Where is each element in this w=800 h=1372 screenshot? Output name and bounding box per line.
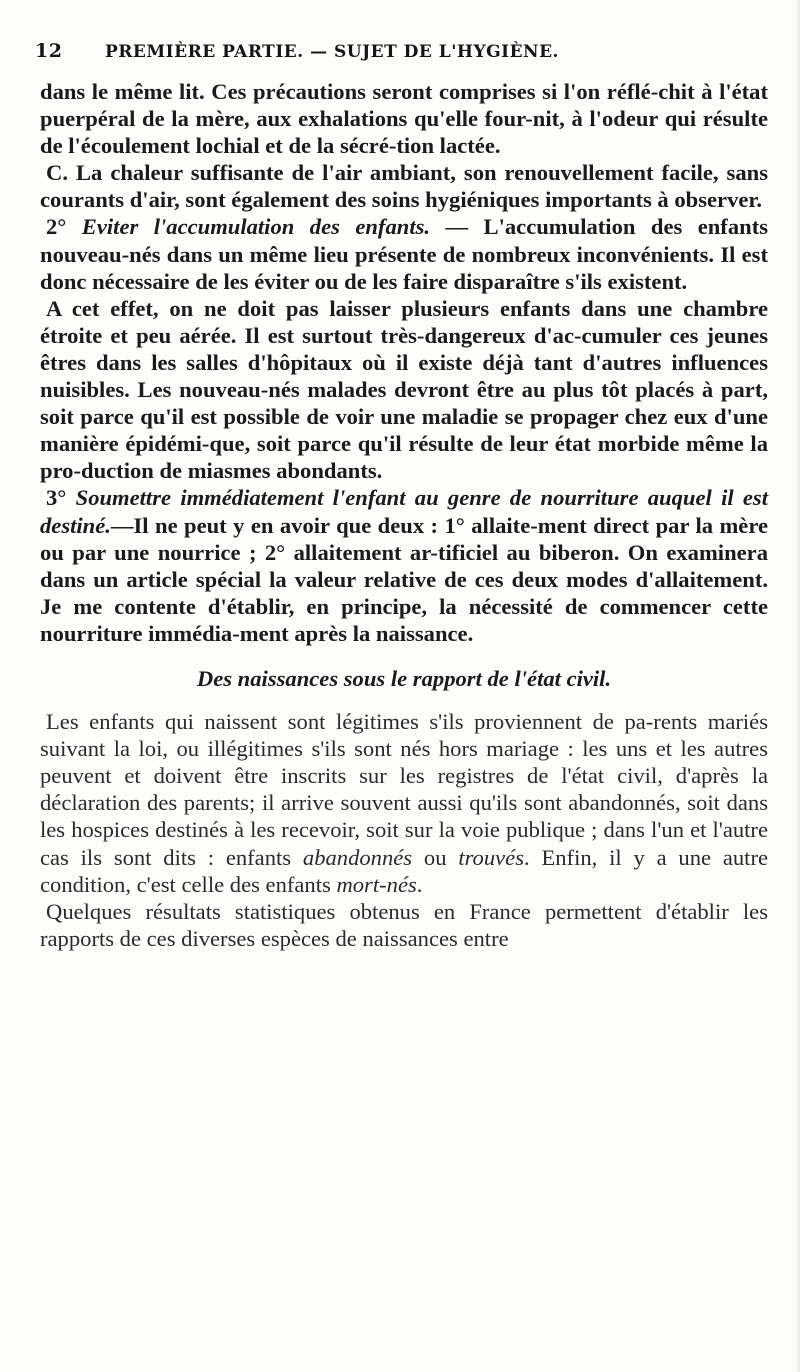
paragraph-3 [40,213,768,294]
term-mort-nes: mort-nés [336,871,417,897]
section-heading: Des naissances sous le rapport de l'état civil. [196,665,612,691]
term-abandonnes: abandonnés [302,844,413,870]
page-number: 12 [35,40,63,62]
paragraph-6-text-c: . Enfin, il y a une autre condition, c'est celle des enfants [40,844,769,897]
paragraph-2: C. La chaleur suffisante de l'air ambiant, son renouvellement facile, sans courants d'air, sont également des soins hygiéniques importants à observer. [40,160,768,213]
paragraph-5 [40,484,768,647]
item-title-3: Soumettre immédiatement l'enfant au genre de nourriture auquel il est destiné. [40,485,768,538]
paragraph-6 [40,708,768,898]
item-title-2: Eviter l'accumulation des enfants. [81,214,431,240]
paragraph-6-text-a: Les enfants qui naissent sont légitimes s'ils proviennent de pa-rents mariés suivant la loi, ou illégitimes s'ils sont nés hors mariage : les uns et les autres peuvent et doivent être inscrits sur les registres de l'état civil, d'après la déclaration des parents; il arrive souvent aussi qu'ils sont abandonnés, soit dans les hospices destinés à les recevoir, soit sur la voie publique ; dans l'un et l'autre cas ils sont dits : enfants [40,709,768,870]
body-text [40,78,768,952]
paragraph-7: Quelques résultats statistiques obtenus en France permettent d'établir les rapports de ces diverses espèces de naissances entre [40,898,768,951]
running-head: PREMIÈRE PARTIE. — SUJET DE L'HYGIÈNE. [105,42,559,62]
item-text-2: — L'accumulation des enfants nouveau-nés dans un même lieu présente de nombreux inconvénients. Il est donc nécessaire de les éviter ou de les faire disparaître s'ils existent. [40,214,769,294]
item-number-3: 3° [46,485,76,511]
page-edge-shadow [795,0,800,1372]
paragraph-4: A cet effet, on ne doit pas laisser plusieurs enfants dans une chambre étroite et peu aérée. Il est surtout très-dangereux d'ac-cumuler ces jeunes êtres dans les salles d'hôpitaux où il existe déjà tant d'autres influences nuisibles. Les nouveau-nés malades devront être au plus tôt placés à part, soit parce qu'il est possible de voir une maladie se propager chez eux d'une manière épidémi-que, soit parce qu'il résulte de leur état morbide même la pro-duction de miasmes abondants. [40,295,768,484]
paragraph-6-text-d: . [416,871,423,897]
paragraph-1: dans le même lit. Ces précautions seront comprises si l'on réflé-chit à l'état puerpéral de la mère, aux exhalations qu'elle four-nit, à l'odeur qui résulte de l'écoulement lochial et de la sécré-tion lactée. [40,79,768,159]
item-text-3: —Il ne peut y en avoir que deux : 1° allaite-ment direct par la mère ou par une nourrice ; 2° allaitement ar-tificiel au biberon. On examinera dans un article spécial la valeur relative de ces deux modes d'allaitement. Je me contente d'établir, en principe, la nécessité de commencer cette nourriture immédia-ment après la naissance. [40,512,768,646]
term-trouves: trouvés [458,844,524,870]
paragraph-6-text-b: ou [412,844,459,870]
page-header [35,40,775,70]
item-number-2: 2° [46,214,82,240]
